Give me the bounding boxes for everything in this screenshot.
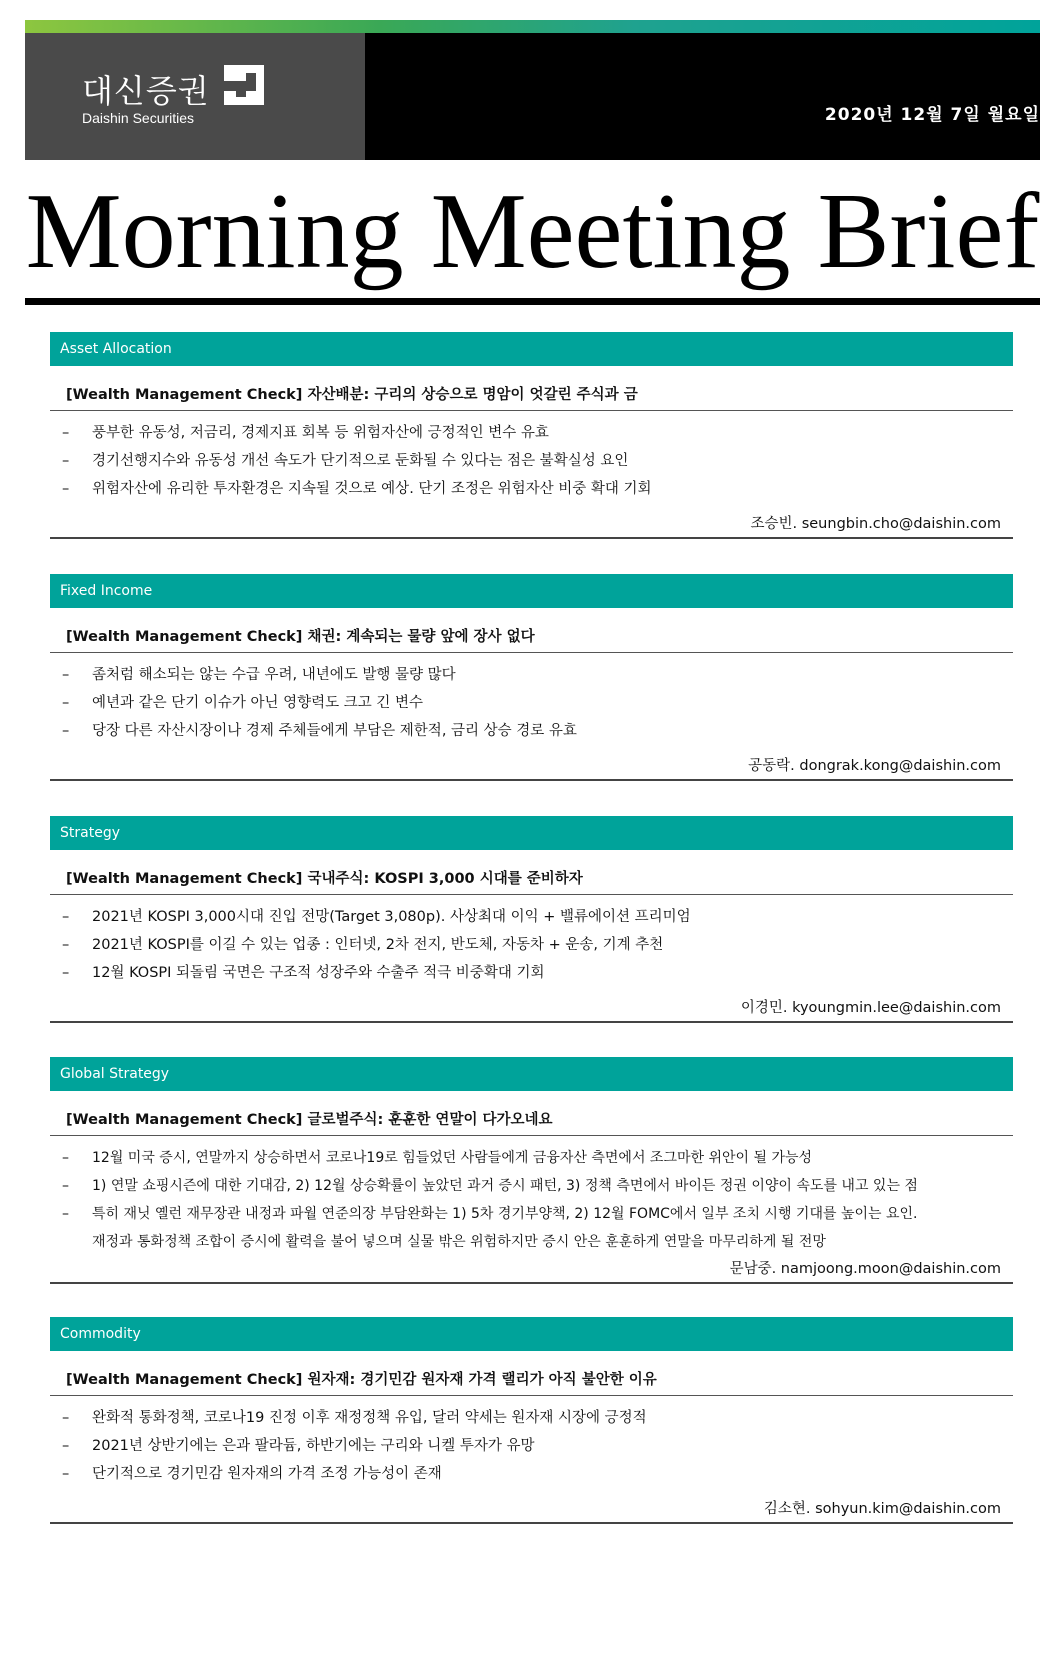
bullet-list	[50, 1144, 1013, 1256]
subtitle-divider	[50, 652, 1013, 653]
section-heading: Commodity	[50, 1317, 1013, 1351]
title-divider	[25, 298, 1040, 305]
author-contact: 이경민. kyoungmin.lee@daishin.com	[740, 1000, 1001, 1016]
section-fixed-income	[50, 574, 1013, 774]
section-divider	[50, 779, 1013, 781]
bullet-list	[50, 903, 1013, 987]
page-title: Morning Meeting Brief	[25, 172, 1040, 291]
subtitle-divider	[50, 1135, 1013, 1136]
section-heading: Asset Allocation	[50, 332, 1013, 366]
section-asset-allocation	[50, 332, 1013, 532]
section-commodity	[50, 1317, 1013, 1517]
section-strategy	[50, 816, 1013, 1016]
subtitle-divider	[50, 894, 1013, 895]
list-item: – 단기적으로 경기민감 원자재의 가격 조정 가능성이 존재	[62, 1466, 442, 1482]
author-contact: 문남중. namjoong.moon@daishin.com	[729, 1261, 1001, 1277]
list-item: – 2021년 KOSPI 3,000시대 진입 전망(Target 3,080p). 사상최대 이익 + 밸류에이션 프리미엄	[62, 909, 691, 925]
bullet-list	[50, 419, 1013, 503]
author-contact: 김소현. sohyun.kim@daishin.com	[763, 1501, 1001, 1517]
list-item-continuation: 재정과 통화정책 조합이 증시에 활력을 불어 넣으며 실물 밖은 위험하지만 증시 안은 훈훈하게 연말을 마무리하게 될 전망	[92, 1234, 826, 1250]
report-date: 2020년 12월 7일 월요일	[824, 105, 1040, 125]
list-item: – 예년과 같은 단기 이슈가 아닌 영향력도 크고 긴 변수	[62, 695, 424, 711]
section-heading: Strategy	[50, 816, 1013, 850]
section-subtitle: [Wealth Management Check] 자산배분: 구리의 상승으로 명암이 엇갈린 주식과 금	[66, 387, 638, 403]
list-item: – 2021년 상반기에는 은과 팔라듐, 하반기에는 구리와 니켈 투자가 유망	[62, 1438, 535, 1454]
header-color-stripe	[25, 20, 1040, 33]
list-item: – 1) 연말 쇼핑시즌에 대한 기대감, 2) 12월 상승확률이 높았던 과거 증시 패턴, 3) 정책 측면에서 바이든 정권 이양이 속도를 내고 있는 점	[62, 1178, 918, 1194]
daishin-logo-icon	[222, 63, 266, 107]
bullet-list	[50, 1404, 1013, 1488]
list-item: – 위험자산에 유리한 투자환경은 지속될 것으로 예상. 단기 조정은 위험자산 비중 확대 기회	[62, 481, 652, 497]
section-subtitle: [Wealth Management Check] 글로벌주식: 훈훈한 연말이 다가오네요	[66, 1112, 553, 1128]
section-divider	[50, 537, 1013, 539]
author-contact: 공동락. dongrak.kong@daishin.com	[748, 758, 1001, 774]
section-global-strategy	[50, 1057, 1013, 1277]
logo-korean: 대신증권	[82, 72, 210, 110]
logo-english: Daishin Securities	[82, 110, 195, 126]
list-item: – 12월 KOSPI 되돌림 국면은 구조적 성장주와 수출주 적극 비중확대 기회	[62, 965, 545, 981]
list-item: – 완화적 통화정책, 코로나19 진정 이후 재정정책 유입, 달러 약세는 원자재 시장에 긍정적	[62, 1410, 647, 1426]
subtitle-divider	[50, 410, 1013, 411]
list-item: – 12월 미국 증시, 연말까지 상승하면서 코로나19로 힘들었던 사람들에게 금융자산 측면에서 조그마한 위안이 될 가능성	[62, 1150, 813, 1166]
section-subtitle: [Wealth Management Check] 채권: 계속되는 물량 앞에 장사 없다	[66, 629, 535, 645]
bullet-list	[50, 661, 1013, 745]
section-heading: Global Strategy	[50, 1057, 1013, 1091]
list-item: – 당장 다른 자산시장이나 경제 주체들에게 부담은 제한적, 금리 상승 경로 유효	[62, 723, 577, 739]
section-subtitle: [Wealth Management Check] 원자재: 경기민감 원자재 가격 랠리가 아직 불안한 이유	[66, 1372, 657, 1388]
section-divider	[50, 1522, 1013, 1524]
section-divider	[50, 1282, 1013, 1284]
section-heading: Fixed Income	[50, 574, 1013, 608]
subtitle-divider	[50, 1395, 1013, 1396]
section-divider	[50, 1021, 1013, 1023]
list-item: – 특히 재닛 옐런 재무장관 내정과 파월 연준의장 부담완화는 1) 5차 경기부양책, 2) 12월 FOMC에서 일부 조치 시행 기대를 높이는 요인. 재정과 통화정책 조합이 증시에 활력을 불어 넣으며 실물 밖은 위험하지만 증시 안은 훈훈하게 연말을 마무리하게 될 전망	[50, 1200, 1013, 1256]
list-item: – 경기선행지수와 유동성 개선 속도가 단기적으로 둔화될 수 있다는 점은 불확실성 요인	[62, 453, 629, 469]
section-subtitle: [Wealth Management Check] 국내주식: KOSPI 3,000 시대를 준비하자	[66, 871, 583, 887]
list-item: – 풍부한 유동성, 저금리, 경제지표 회복 등 위험자산에 긍정적인 변수 유효	[62, 425, 549, 441]
author-contact: 조승빈. seungbin.cho@daishin.com	[750, 516, 1001, 532]
list-item: – 좀처럼 해소되는 않는 수급 우려, 내년에도 발행 물량 많다	[62, 667, 456, 683]
list-item: – 2021년 KOSPI를 이길 수 있는 업종 : 인터넷, 2차 전지, 반도체, 자동차 + 운송, 기계 추천	[62, 937, 664, 953]
